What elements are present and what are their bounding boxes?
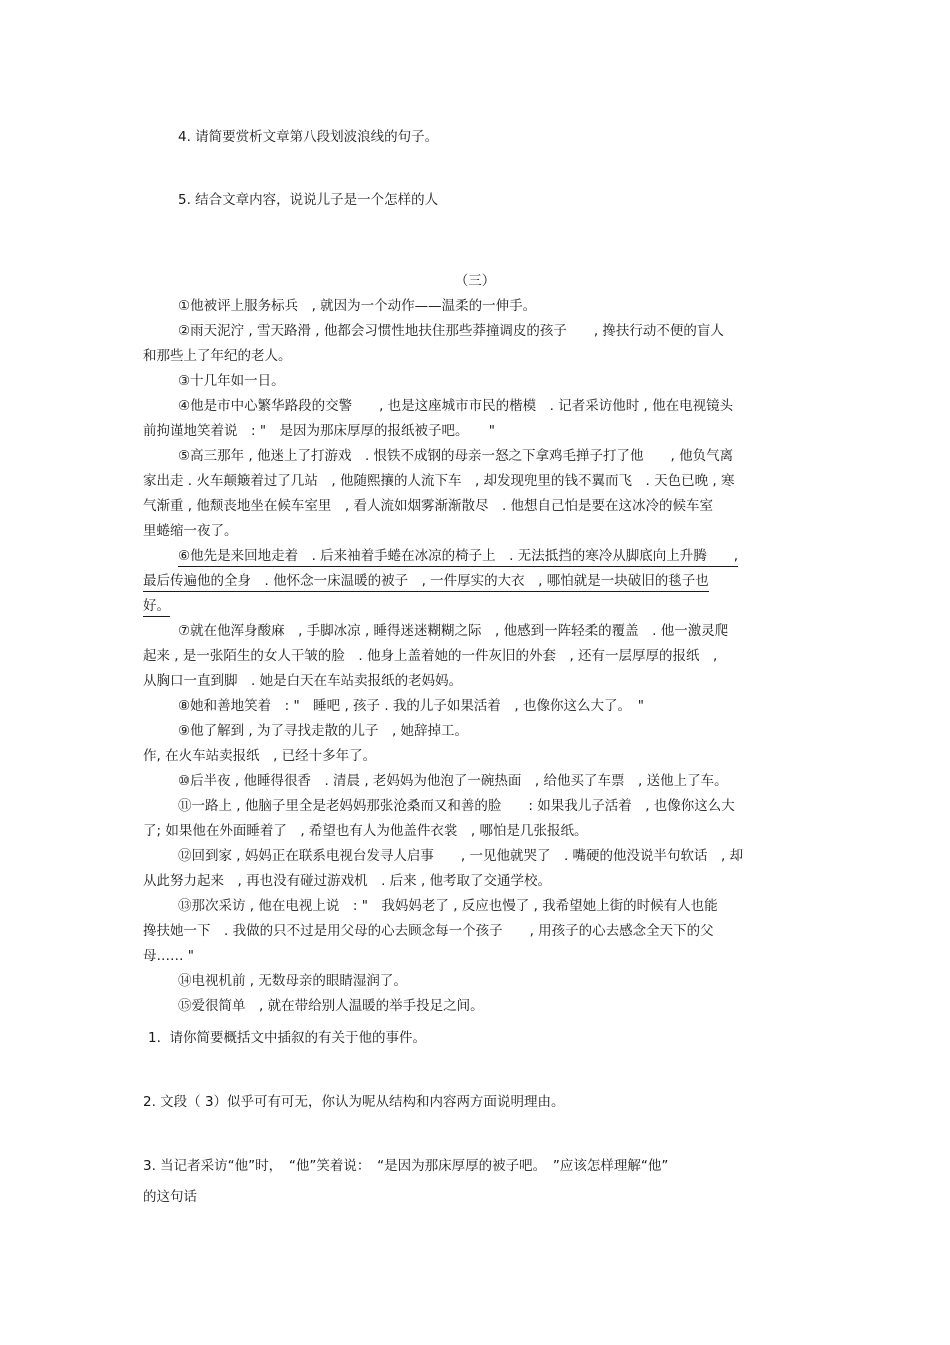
passage-line: ③十几年如一日。: [178, 373, 285, 389]
passage-line: 家出走 . 火车颠簸着过了几站 , 他随熙攘的人流下车 , 却发现兜里的钱不翼而飞 . 天色已晚 , 寒: [143, 473, 735, 489]
passage-line: 母…… ": [143, 948, 195, 964]
passage-line: 从此努力起来 , 再也没有碰过游戏机 . 后来 , 他考取了交通学校。: [143, 873, 552, 889]
passage-line: 和那些上了年纪的老人。: [143, 348, 292, 364]
question-4: 4. 请简要赏析文章第八段划波浪线的句子。: [178, 129, 439, 145]
passage-line: ⑬那次采访 , 他在电视上说 : " 我妈妈老了 , 反应也慢了 , 我希望她上街的时候有人也能: [178, 898, 718, 914]
passage-line: ④他是市中心繁华路段的交警 , 也是这座城市市民的楷模 . 记者采访他时 , 他在电视镜头: [178, 398, 734, 414]
passage-line: 起来 , 是一张陌生的女人干皱的脸 . 他身上盖着她的一件灰旧的外套 , 还有一层厚厚的报纸 ,: [143, 648, 718, 664]
passage-line: 里蜷缩一夜了。: [143, 523, 238, 539]
passage-line: ⑧她和善地笑着 : " 睡吧 , 孩子 . 我的儿子如果活着 , 也像你这么大了。 ": [178, 698, 644, 714]
passage-line: 气渐重 , 他颓丧地坐在候车室里 , 看人流如烟雾渐渐散尽 . 他想自己怕是要在这冰冷的候车室: [143, 498, 714, 514]
passage-line: ⑨他了解到 , 为了寻找走散的儿子 , 她辞掉工。: [178, 723, 469, 739]
passage-line: 前拘谨地笑着说 : " 是因为那床厚厚的报纸被子吧。 ": [143, 423, 496, 439]
passage-line: ⑭电视机前 , 无数母亲的眼睛湿润了。: [178, 973, 407, 989]
passage-line: ⑫回到家 , 妈妈正在联系电视台发寻人启事 , 一见他就哭了 . 嘴硬的他没说半句软话 , 却: [178, 848, 744, 864]
question-2: 2. 文段（ 3）似乎可有可无，你认为呢从结构和内容两方面说明理由。: [143, 1094, 565, 1110]
passage-line: ①他被评上服务标兵 , 就因为一个动作——温柔的一伸手。: [178, 298, 537, 314]
passage-line-underlined: 好。: [143, 596, 170, 617]
passage-line: ⑩后半夜 , 他睡得很香 . 清晨 , 老妈妈为他泡了一碗热面 , 给他买了车票 , 送他上了车。: [178, 773, 728, 789]
passage-line: 了; 如果他在外面睡着了 , 希望也有人为他盖件衣裳 , 哪怕是几张报纸。: [143, 823, 588, 839]
question-5: 5. 结合文章内容，说说儿子是一个怎样的人: [178, 192, 439, 208]
passage-line: 作, 在火车站卖报纸 , 已经十多年了。: [143, 748, 377, 764]
passage-line: 搀扶她一下 . 我做的只不过是用父母的心去顾念每一个孩子 , 用孩子的心去感念全天下的父: [143, 923, 714, 939]
section-title: （三）: [454, 273, 496, 289]
passage-line: 从胸口一直到脚 . 她是白天在车站卖报纸的老妈妈。: [143, 673, 463, 689]
passage-line-underlined: 最后传遍他的全身 . 他怀念一床温暖的被子 , 一件厚实的大衣 , 哪怕就是一块破旧的毯子也: [143, 571, 709, 592]
passage-line: ⑤高三那年 , 他迷上了打游戏 . 恨铁不成钢的母亲一怒之下拿鸡毛掸子打了他 , 他负气离: [178, 448, 734, 464]
passage-line-underlined: ⑥他先是来回地走着 . 后来袖着手蜷在冰凉的椅子上 . 无法抵挡的寒冷从脚底向上升腾 ,: [178, 546, 738, 567]
question-3-continued: 的这句话: [143, 1189, 197, 1205]
question-3: 3. 当记者采访“他”时， “他”笑着说： “是因为那床厚厚的被子吧。 ”应该怎样理解“他”: [143, 1158, 669, 1174]
passage-line: ⑪一路上 , 他脑子里全是老妈妈那张沧桑而又和善的脸 : 如果我儿子活着 , 也像你这么大: [178, 798, 735, 814]
passage-line: ⑦就在他浑身酸麻 , 手脚冰凉 , 睡得迷迷糊糊之际 , 他感到一阵轻柔的覆盖 . 他一激灵爬: [178, 623, 729, 639]
question-1: 1. 请你简要概括文中插叙的有关于他的事件。: [148, 1030, 426, 1046]
passage-line: ②雨天泥泞 , 雪天路滑 , 他都会习惯性地扶住那些莽撞调皮的孩子 , 搀扶行动不便的盲人: [178, 323, 724, 339]
passage-line: ⑮爱很简单 , 就在带给别人温暖的举手投足之间。: [178, 998, 484, 1014]
